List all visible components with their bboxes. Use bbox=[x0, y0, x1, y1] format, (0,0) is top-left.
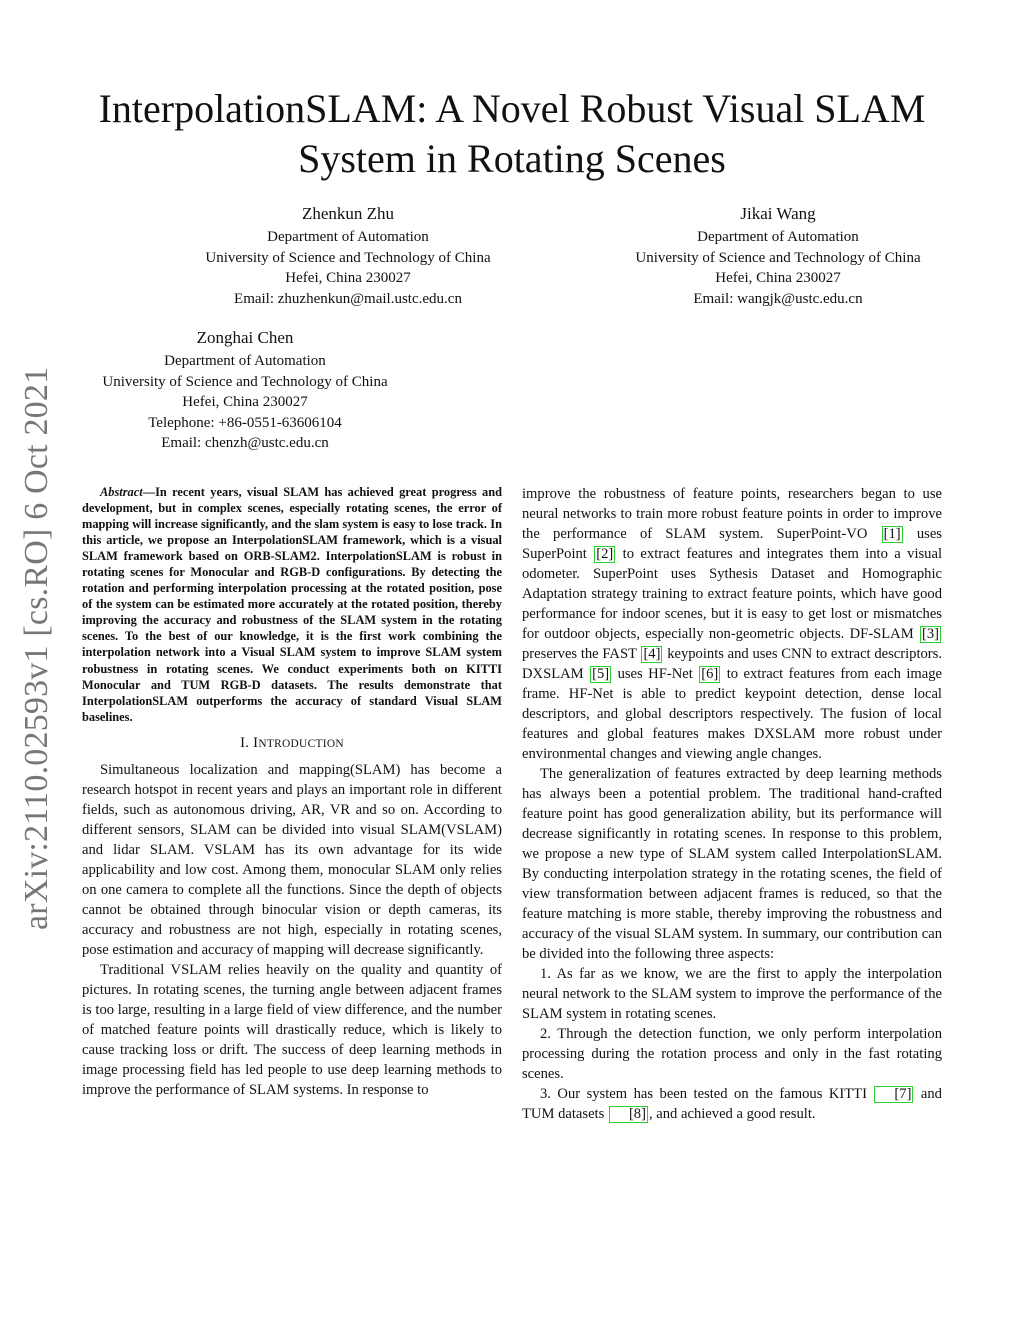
text-run: , and achieved a good result. bbox=[648, 1106, 816, 1122]
author-university: University of Science and Technology of China bbox=[205, 249, 491, 266]
citation-link[interactable]: [3] bbox=[921, 626, 939, 642]
citation-link[interactable]: [1] bbox=[883, 526, 901, 542]
title-line-2: System in Rotating Scenes bbox=[298, 136, 726, 181]
intro-paragraph-2: Traditional VSLAM relies heavily on the quality and quantity of pictures. In rotating scenes, the turning angle between adjacent frames is too large, resulting in a large field of view difference, and the number of matched feature points will drastically reduce, which is likely to cause tracking loss or drift. The success of deep learning methods in image processing field has led people to use deep learning methods to improve the performance of SLAM systems. In response to bbox=[82, 961, 502, 1098]
abstract bbox=[82, 484, 502, 725]
section-rest: NTRODUCTION bbox=[258, 737, 344, 750]
section-first-letter: I bbox=[253, 734, 259, 751]
author-name: Jikai Wang bbox=[740, 204, 816, 223]
contribution-2: 2. Through the detection function, we only perform interpolation processing during the rotation process and only in the fast rotating scenes. bbox=[522, 1026, 942, 1082]
author-department: Department of Automation bbox=[164, 353, 326, 369]
author-university: University of Science and Technology of China bbox=[102, 373, 388, 390]
citation-link[interactable]: [2] bbox=[596, 546, 614, 562]
author-city: Hefei, China 230027 bbox=[715, 270, 841, 286]
author-name: Zhenkun Zhu bbox=[301, 204, 395, 223]
author-city: Hefei, China 230027 bbox=[182, 394, 308, 410]
contribution-3 bbox=[522, 1084, 942, 1124]
citation-link[interactable]: [5] bbox=[592, 666, 610, 682]
author-email[interactable]: Email: wangjk@ustc.edu.cn bbox=[693, 290, 863, 307]
author-city: Hefei, China 230027 bbox=[285, 270, 411, 286]
text-run: improve the robustness of feature points, researchers began to use neural networks to train more robust feature points in order to improve the performance of SLAM system. SuperPoint-VO bbox=[522, 486, 942, 542]
right-column bbox=[522, 484, 942, 1124]
paper-title bbox=[60, 84, 964, 184]
abstract-label: Abstract bbox=[100, 485, 143, 499]
section-heading-introduction bbox=[82, 733, 502, 754]
author-block-3 bbox=[55, 326, 435, 454]
left-column bbox=[82, 484, 502, 1100]
citation-link[interactable]: [6] bbox=[701, 666, 719, 682]
author-block-1 bbox=[158, 202, 538, 309]
citation-link[interactable]: [7] bbox=[874, 1086, 913, 1103]
intro-paragraph-1: Simultaneous localization and mapping(SLAM) has become a research hotspot in recent years and plays an important role in different fields, such as autonomous driving, AR, VR and so on. According to different sensors, SLAM can be divided into visual SLAM(VSLAM) and lidar SLAM. VSLAM has its own advantage for its wide applicability and low cost. Among them, monocular SLAM only relies on one camera to complete all the functions. Since the depth of objects cannot be obtained through binocular vision or depth cameras, its accuracy and robustness are not high, especially in rotating scenes, pose estimation and accuracy of mapping will decrease significantly. bbox=[82, 761, 502, 958]
abstract-text: In recent years, visual SLAM has achieved great progress and development, but in complex scenes, especially rotating scenes, the error of mapping will increase significantly, and the slam system is easy to lose track. In this article, we propose an InterpolationSLAM framework, which is a visual SLAM framework based on ORB-SLAM2. InterpolationSLAM is robust in rotating scenes for Monocular and RGB-D configurations. By detecting the rotation and performing interpolation processing at the rotated position, pose of the system can be estimated more accurately at the rotated position, thereby improving the accuracy and robustness of the SLAM system in the rotating scenes. To the best of our knowledge, it is the first work combining the interpolation network into a Visual SLAM system to improve SLAM system robustness in rotating scenes. We conduct experiments both on KITTI Monocular and TUM RGB-D datasets. The results demonstrate that InterpolationSLAM outperforms the accuracy of standard Visual SLAM baselines. bbox=[82, 485, 502, 724]
text-run: keypoints and uses CNN to extract descriptors. DXSLAM bbox=[522, 646, 942, 682]
author-university: University of Science and Technology of China bbox=[635, 249, 921, 266]
text-run: uses HF-Net bbox=[612, 666, 699, 682]
text-run: and TUM datasets bbox=[522, 1086, 942, 1122]
section-number: I. bbox=[240, 734, 254, 751]
contribution-1: 1. As far as we know, we are the first to apply the interpolation neural network to the SLAM system to improve the performance of the SLAM system in rotating scenes. bbox=[522, 966, 942, 1022]
citation-link[interactable]: [8] bbox=[609, 1106, 648, 1123]
title-line-1: InterpolationSLAM: A Novel Robust Visual SLAM bbox=[98, 86, 926, 131]
body-paragraph-continued bbox=[522, 484, 942, 764]
author-name: Zonghai Chen bbox=[196, 328, 294, 347]
text-run: preserves the FAST bbox=[522, 646, 641, 662]
author-email[interactable]: Email: chenzh@ustc.edu.cn bbox=[161, 435, 329, 451]
text-run: to extract features and integrates them into a visual odometer. SuperPoint uses Sythesis Dataset and Homographic Adaptation strategy training to extract feature points, which have good performance for indoor scenes, but it is easy to get lost or mismatches for outdoor objects, especially non-geometric objects. DF-SLAM bbox=[522, 546, 943, 642]
author-block-2 bbox=[588, 202, 968, 309]
text-run: 3. Our system has been tested on the famous KITTI bbox=[540, 1086, 874, 1102]
arxiv-identifier: arXiv:2110.02593v1 [cs.RO] 6 Oct 2021 bbox=[18, 366, 55, 930]
text-run: uses SuperPoint bbox=[522, 526, 942, 562]
author-phone: Telephone: +86-0551-63606104 bbox=[148, 414, 342, 431]
body-paragraph-generalization: The generalization of features extracted by deep learning methods has always been a potential problem. The traditional hand-crafted feature point has good generalization ability, but its performance will decrease significantly in rotating scenes. In response to this problem, we propose a new type of SLAM system called InterpolationSLAM. By conducting interpolation strategy in the rotating scenes, the field of view transformation between adjacent frames is reduced, so that the feature matching is more stable, thereby improving the robustness and accuracy of the visual SLAM system. In summary, our contribution can be divided into the following three aspects: bbox=[522, 766, 942, 962]
text-run: to extract features from each image frame. HF-Net is able to predict keypoint detection, dense local descriptors, and global descriptors respectively. The fusion of local features and global features makes DXSLAM more robust under environmental changes and viewing angle changes. bbox=[522, 666, 942, 762]
citation-link[interactable]: [4] bbox=[643, 646, 661, 662]
author-department: Department of Automation bbox=[267, 229, 429, 245]
author-email[interactable]: Email: zhuzhenkun@mail.ustc.edu.cn bbox=[234, 290, 462, 307]
author-department: Department of Automation bbox=[697, 229, 859, 245]
abstract-dash: — bbox=[142, 485, 156, 499]
